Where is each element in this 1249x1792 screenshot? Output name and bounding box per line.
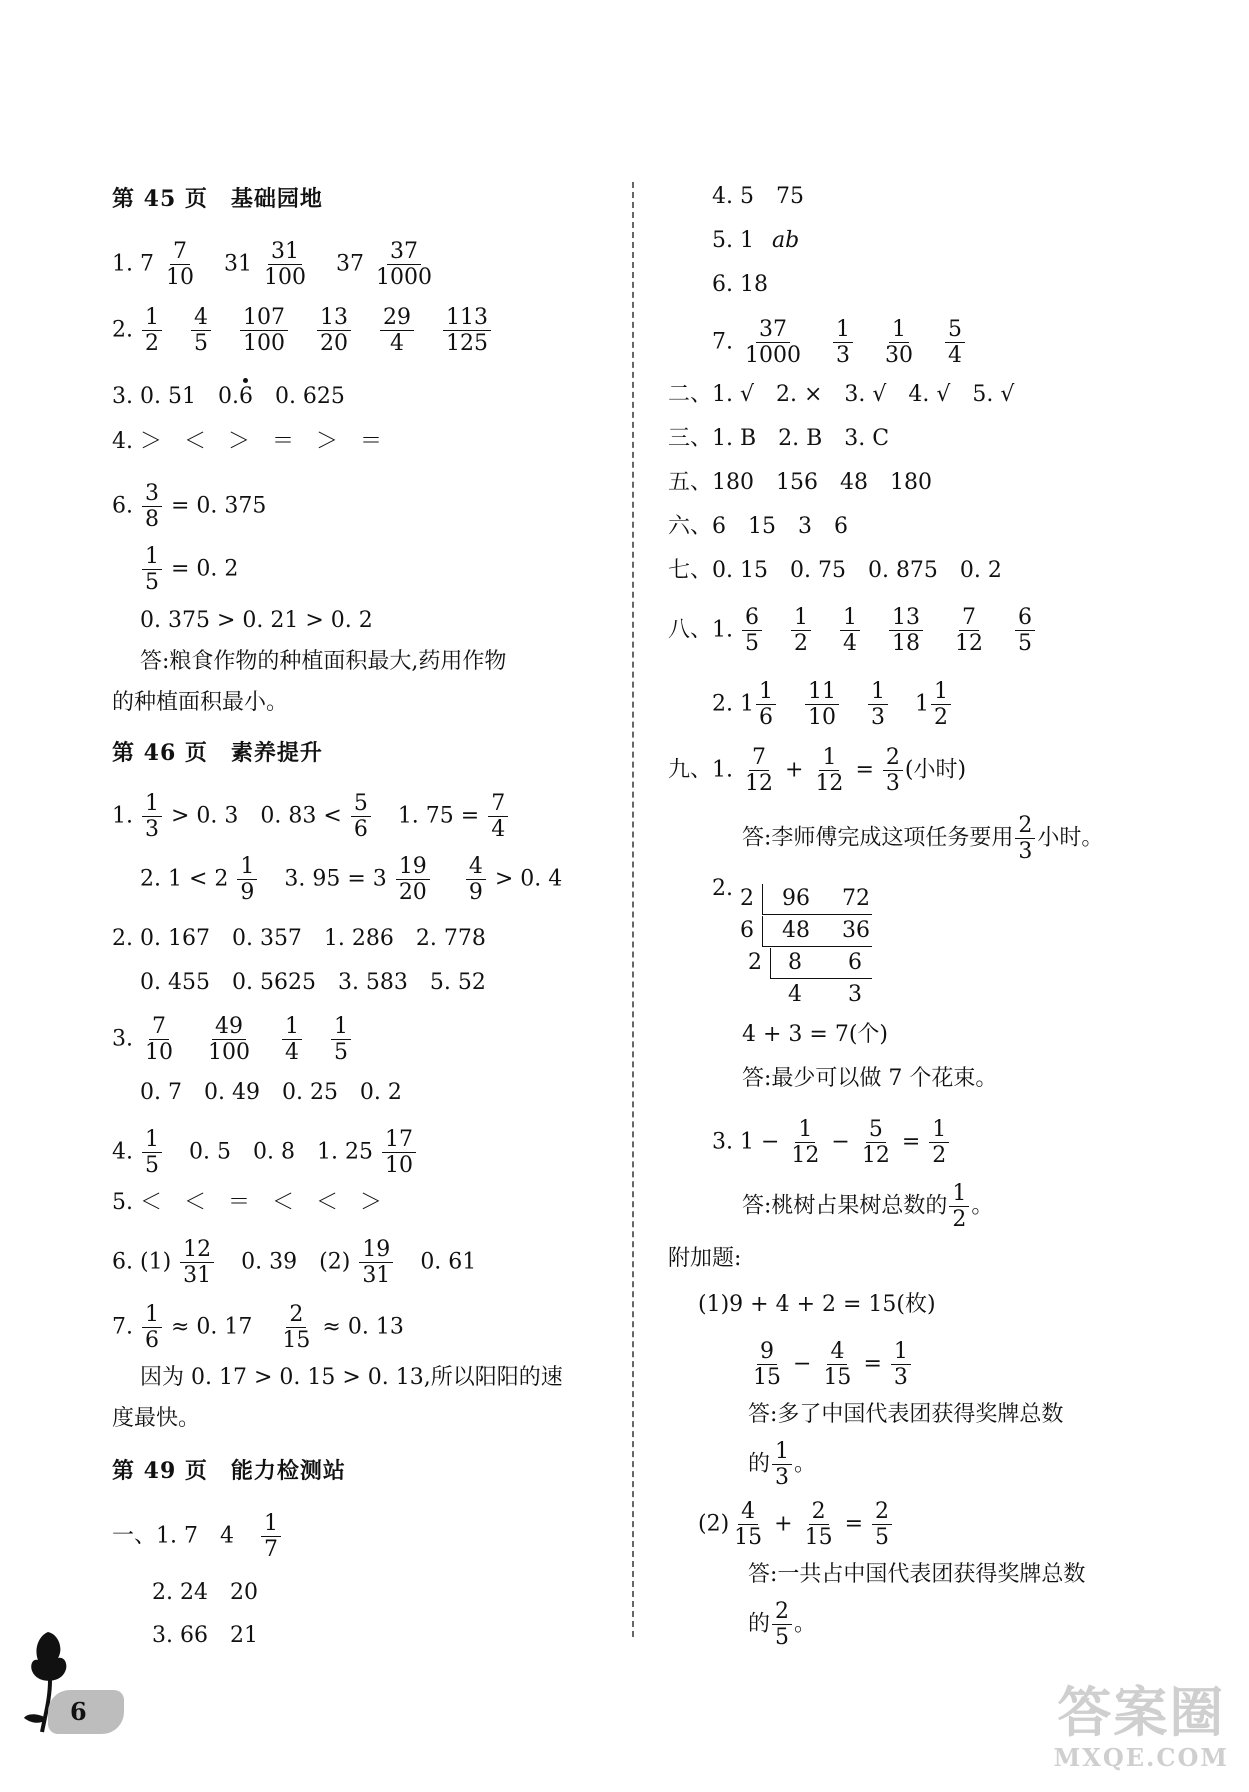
- answer-p46-2b: 0. 455 0. 5625 3. 583 5. 52: [140, 970, 486, 995]
- fraction: $\frac{2}{15}$: [282, 1302, 311, 1354]
- answer-p46-6: 6. (1) $\frac{12}{31}$ 0. 39 (2) $\frac{19}{31}$ 0. 61: [112, 1237, 477, 1289]
- fraction: $\frac{1}{3}$: [891, 1340, 911, 1389]
- fraction: $\frac{1}{5}$: [142, 545, 162, 594]
- answer-section-5: 五、180 156 48 180: [668, 470, 932, 495]
- fraction: $\frac{1}{4}$: [282, 1015, 302, 1064]
- answer-section-9-1-answer: 答:李师傅完成这项任务要用 $\frac{2}{3}$ 小时。: [742, 813, 1104, 865]
- fraction: $\frac{1}{6}$: [756, 680, 776, 729]
- fraction: $\frac{19}{31}$: [359, 1238, 393, 1287]
- answer-section-2: 二、1. √ 2. × 3. √ 4. √ 5. √: [668, 382, 1015, 407]
- fraction: $\frac{7}{12}$: [955, 605, 983, 657]
- answer-p46-1b: 2. 1 < 2 $\frac{1}{9}$ 3. 95 = 3 $\frac{19}{20}$ $\frac{4}{9}$ > 0. 4: [140, 854, 563, 906]
- fraction: $\frac{1}{12}$: [791, 1117, 820, 1169]
- fraction: $\frac{2}{15}$: [804, 1499, 833, 1551]
- fraction: $\frac{3}{8}$: [142, 482, 162, 531]
- divisor: 2: [740, 886, 754, 911]
- fraction: $\frac{1}{6}$: [142, 1303, 162, 1352]
- fraction: $\frac{4}{15}$: [823, 1339, 852, 1391]
- fraction: $\frac{1}{3}$: [772, 1440, 792, 1489]
- fraction: $\frac{2}{5}$: [772, 1600, 792, 1649]
- bonus-1-equation: (1)9 + 4 + 2 = 15(枚): [698, 1292, 936, 1317]
- fraction: $\frac{7}{10}$: [165, 239, 194, 291]
- answer-p49-1-4: 4. 5 75: [712, 184, 804, 209]
- answer-section-9-3-answer: 答:桃树占果树总数的 $\frac{1}{2}$ 。: [742, 1181, 994, 1233]
- fraction: $\frac{6}{5}$: [1015, 606, 1035, 655]
- page-number-badge: 6: [48, 1690, 124, 1734]
- fraction: $\frac{5}{12}$: [861, 1117, 890, 1169]
- answer-p46-5: 5. ＜ ＜ ＝ ＜ ＜ ＞: [112, 1190, 382, 1215]
- fraction: $\frac{1}{5}$: [142, 1128, 162, 1177]
- answer-p49-1-2: 2. 24 20: [152, 1580, 258, 1605]
- fraction: $\frac{37}{1000}$: [375, 239, 432, 291]
- column-divider: [632, 182, 634, 1637]
- variable-ab: ab: [771, 228, 800, 253]
- answer-p49-1-5: 5. 1 ab: [712, 228, 800, 253]
- answer-p49-1-1: 一、1. 7 4 $\frac{1}{7}$: [112, 1512, 283, 1561]
- fraction: $\frac{17}{10}$: [382, 1128, 416, 1177]
- fraction: $\frac{7}{12}$: [745, 745, 773, 797]
- bonus-2-answer-cont: 的 $\frac{2}{5}$ 。: [748, 1599, 817, 1651]
- answer-p49-1-3: 3. 66 21: [152, 1623, 258, 1648]
- fraction: $\frac{7}{4}$: [488, 792, 508, 841]
- fraction: $\frac{9}{15}$: [753, 1339, 781, 1391]
- answer-p46-2a: 2. 0. 167 0. 357 1. 286 2. 778: [112, 926, 486, 951]
- fraction: $\frac{1}{2}$: [142, 306, 162, 355]
- fraction: $\frac{37}{1000}$: [745, 317, 801, 369]
- answer-p46-7b: 因为 0. 17 > 0. 15 > 0. 13,所以阳阳的速: [140, 1365, 563, 1390]
- fraction: $\frac{1}{2}$: [791, 606, 811, 655]
- fraction: $\frac{2}{3}$: [1015, 814, 1035, 863]
- fraction: $\frac{1}{12}$: [815, 745, 844, 797]
- fraction: $\frac{6}{5}$: [742, 606, 762, 655]
- fraction: $\frac{4}{15}$: [734, 1499, 763, 1551]
- answer-section-8-1: 八、1. $\frac{6}{5}$ $\frac{1}{2}$ $\frac{1}{4}$ $\frac{13}{18}$ $\frac{7}{12}$ $\frac{6}{5}$: [668, 606, 1037, 655]
- answer-section-7: 七、0. 15 0. 75 0. 875 0. 2: [668, 558, 1002, 583]
- fraction: $\frac{13}{20}$: [317, 306, 351, 355]
- answer-section-6: 六、6 15 3 6: [668, 514, 848, 539]
- fraction: $\frac{29}{4}$: [380, 306, 414, 355]
- fraction: $\frac{1}{5}$: [331, 1015, 351, 1064]
- fraction: $\frac{11}{10}$: [805, 680, 839, 729]
- answer-section-9-3: 3. 1 − $\frac{1}{12}$ − $\frac{5}{12}$ = $\frac{1}{2}$: [712, 1118, 951, 1167]
- fraction: $\frac{1}{3}$: [142, 792, 162, 841]
- answer-section-9-1: 九、1. $\frac{7}{12}$ + $\frac{1}{12}$ = $\frac{2}{3}$ (小时): [668, 745, 967, 797]
- answer-p46-4: 4. $\frac{1}{5}$ 0. 5 0. 8 1. 25 $\frac{17}{10}$: [112, 1128, 418, 1177]
- answer-section-8-2: 2. 1 $\frac{1}{6}$ $\frac{11}{10}$ $\frac{1}{3}$ 1 $\frac{1}{2}$: [712, 680, 953, 729]
- fraction: $\frac{1}{3}$: [833, 318, 853, 367]
- answer-p45-3: 3. 0. 51 0.6 0. 625: [112, 384, 345, 409]
- divisor: 2: [748, 950, 762, 975]
- bonus-1-fraction-equation: $\frac{9}{15}$ − $\frac{4}{15}$ = $\frac{1}{3}$: [748, 1340, 913, 1389]
- repeating-digit: 6: [238, 384, 253, 409]
- answer-section-9-2-answer: 答:最少可以做 7 个花束。: [742, 1066, 998, 1091]
- fraction: $\frac{4}{5}$: [191, 306, 211, 355]
- bonus-1-answer: 答:多了中国代表团获得奖牌总数: [748, 1402, 1064, 1427]
- fraction: $\frac{49}{100}$: [208, 1014, 250, 1066]
- fraction: $\frac{31}{100}$: [263, 239, 306, 291]
- fraction: $\frac{2}{3}$: [883, 746, 903, 795]
- fraction: $\frac{19}{20}$: [396, 855, 430, 904]
- fraction: $\frac{107}{100}$: [240, 306, 288, 355]
- answer-p46-7c: 度最快。: [112, 1406, 201, 1431]
- fraction: $\frac{5}{6}$: [351, 792, 371, 841]
- fraction: $\frac{113}{125}$: [443, 306, 491, 355]
- section-heading-p49: 第 49 页 能力检测站: [112, 1458, 346, 1484]
- section-heading-p45: 第 45 页 基础园地: [112, 186, 323, 212]
- watermark: 答案圈 MXQE.COM: [1053, 1680, 1229, 1772]
- answer-p45-6c: 0. 375 > 0. 21 > 0. 2: [140, 608, 373, 633]
- fraction: $\frac{1}{2}$: [949, 1182, 969, 1231]
- answer-p45-6b: $\frac{1}{5}$ = 0. 2: [140, 545, 238, 594]
- fraction: $\frac{1}{2}$: [929, 1118, 949, 1167]
- answer-p49-1-7: 7. $\frac{37}{1000}$ $\frac{1}{3}$ $\frac{1}{30}$ $\frac{5}{4}$: [712, 318, 967, 367]
- answer-p45-6a: 6. $\frac{3}{8}$ = 0. 375: [112, 481, 267, 533]
- fraction: $\frac{7}{10}$: [145, 1014, 173, 1066]
- bonus-1-answer-cont: 的 $\frac{1}{3}$ 。: [748, 1439, 817, 1491]
- bonus-2-equation: (2) $\frac{4}{15}$ + $\frac{2}{15}$ = $\frac{2}{5}$: [698, 1500, 894, 1549]
- answer-p46-7a: 7. $\frac{1}{6}$ ≈ 0. 17 $\frac{2}{15}$ ≈ 0. 13: [112, 1302, 404, 1354]
- answer-p46-1a: 1. $\frac{1}{3}$ > 0. 3 0. 83 < $\frac{5}{6}$ 1. 75 = $\frac{7}{4}$: [112, 792, 510, 841]
- fraction: $\frac{1}{7}$: [261, 1512, 281, 1561]
- bonus-2-answer: 答:一共占中国代表团获得奖牌总数: [748, 1562, 1086, 1587]
- fraction: $\frac{1}{2}$: [931, 680, 951, 729]
- fraction: $\frac{1}{4}$: [840, 606, 860, 655]
- fraction: $\frac{5}{4}$: [945, 318, 965, 367]
- answer-p45-6d: 答:粮食作物的种植面积最大,药用作物: [140, 649, 507, 674]
- fraction: $\frac{1}{30}$: [885, 317, 913, 369]
- answer-p46-3a: 3. $\frac{7}{10}$ $\frac{49}{100}$ $\frac{1}{4}$ $\frac{1}{5}$: [112, 1015, 353, 1064]
- answer-p45-1: 1. 7 $\frac{7}{10}$ 31 $\frac{31}{100}$ 37 $\frac{37}{1000}$: [112, 240, 437, 289]
- divisor: 6: [740, 918, 754, 943]
- answer-p49-1-6: 6. 18: [712, 272, 768, 297]
- section-heading-p46: 第 46 页 素养提升: [112, 740, 323, 766]
- fraction: $\frac{1}{3}$: [868, 680, 888, 729]
- fraction: $\frac{13}{18}$: [889, 606, 923, 655]
- answer-section-9-2-equation: 4 + 3 = 7(个): [742, 1022, 888, 1047]
- bonus-heading: 附加题:: [668, 1246, 742, 1271]
- answer-p45-2: 2. $\frac{1}{2}$ $\frac{4}{5}$ $\frac{107}{100}$ $\frac{13}{20}$ $\frac{29}{4}$ $\frac{113}{125}$: [112, 306, 493, 355]
- answer-p46-3b: 0. 7 0. 49 0. 25 0. 2: [140, 1080, 402, 1105]
- answer-p45-4: 4. ＞ ＜ ＞ ＝ ＞ ＝: [112, 429, 382, 454]
- fraction: $\frac{1}{9}$: [237, 855, 257, 904]
- answer-section-9-2-label: 2.: [712, 876, 733, 901]
- fraction: $\frac{12}{31}$: [180, 1238, 214, 1287]
- answer-p45-6e: 的种植面积最小。: [112, 690, 289, 715]
- fraction: $\frac{4}{9}$: [466, 855, 486, 904]
- fraction: $\frac{2}{5}$: [872, 1500, 892, 1549]
- answer-section-3: 三、1. B 2. B 3. C: [668, 426, 890, 451]
